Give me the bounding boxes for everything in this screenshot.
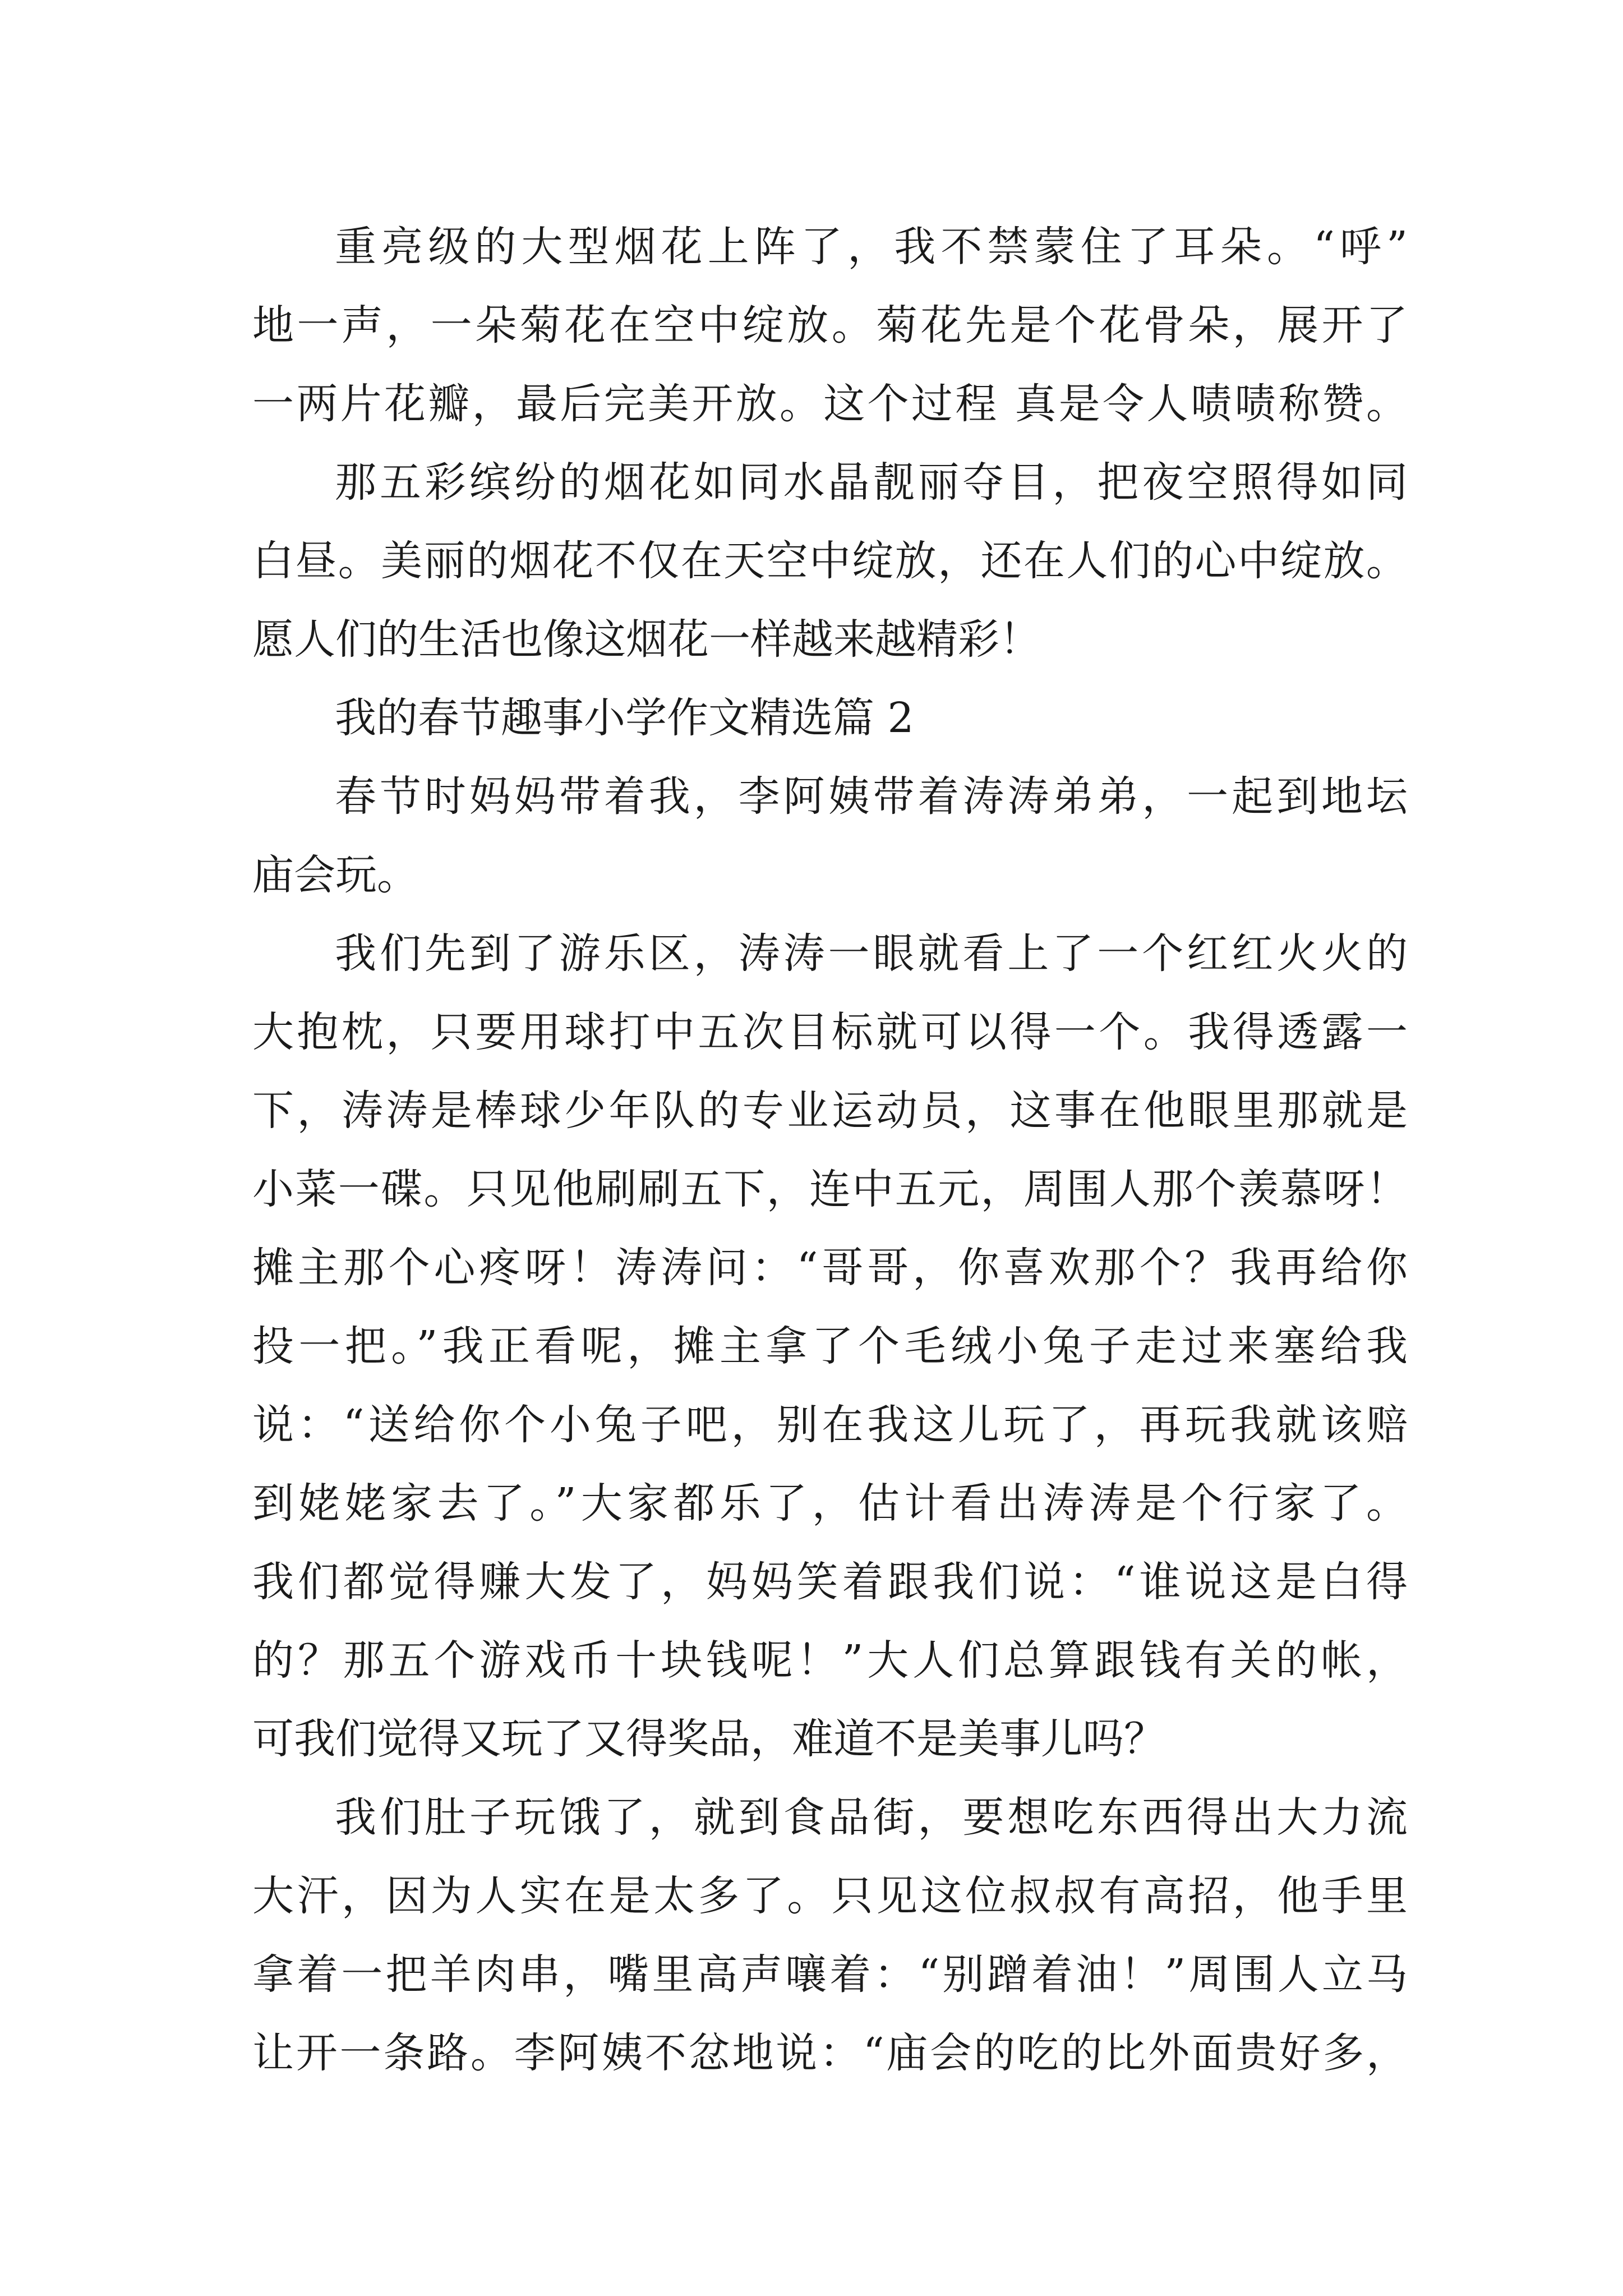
text-line: 我们先到了游乐区，涛涛一眼就看上了一个红红火火的 [335, 930, 1408, 978]
section-heading: 我的春节趣事小学作文精选篇 2 [335, 694, 914, 742]
text-line: 庙会玩。 [252, 851, 418, 899]
text-line: 拿着一把羊肉串，嘴里高声嚷着：“别蹭着油！”周围人立马 [252, 1950, 1408, 1999]
text-line: 我们肚子玩饿了，就到食品街，要想吃东西得出大力流 [335, 1793, 1408, 1842]
text-line: 摊主那个心疼呀！涛涛问：“哥哥，你喜欢那个？我再给你 [252, 1244, 1408, 1292]
text-line: 地一声，一朵菊花在空中绽放。菊花先是个花骨朵，展开了 [252, 301, 1408, 349]
text-line: 让开一条路。李阿姨不忿地说：“庙会的吃的比外面贵好多， [252, 2029, 1408, 2077]
text-line: 小菜一碟。只见他刷刷五下，连中五元，周围人那个羡慕呀！ [252, 1165, 1408, 1213]
text-line: 大抱枕，只要用球打中五次目标就可以得一个。我得透露一 [252, 1008, 1408, 1056]
text-line: 愿人们的生活也像这烟花一样越来越精彩！ [252, 615, 1041, 664]
text-line: 重亮级的大型烟花上阵了，我不禁蒙住了耳朵。“呼” [335, 223, 1408, 271]
text-line: 到姥姥家去了。”大家都乐了，估计看出涛涛是个行家了。 [252, 1479, 1408, 1527]
text-line: 春节时妈妈带着我，李阿姨带着涛涛弟弟，一起到地坛 [335, 772, 1408, 821]
text-line: 的？那五个游戏币十块钱呢！”大人们总算跟钱有关的帐， [252, 1636, 1408, 1685]
text-line: 我们都觉得赚大发了，妈妈笑着跟我们说：“谁说这是白得 [252, 1558, 1408, 1606]
text-line: 白昼。美丽的烟花不仅在天空中绽放，还在人们的心中绽放。 [252, 537, 1408, 585]
text-line: 可我们觉得又玩了又得奖品，难道不是美事儿吗？ [252, 1715, 1165, 1763]
text-line: 那五彩缤纷的烟花如同水晶靓丽夺目，把夜空照得如同 [335, 458, 1408, 507]
text-line: 大汗，因为人实在是太多了。只见这位叔叔有高招，他手里 [252, 1872, 1408, 1920]
text-line: 一两片花瓣，最后完美开放。这个过程 真是令人啧啧称赞。 [252, 380, 1408, 428]
text-line: 下，涛涛是棒球少年队的专业运动员，这事在他眼里那就是 [252, 1087, 1408, 1135]
text-line: 投一把。”我正看呢，摊主拿了个毛绒小兔子走过来塞给我 [252, 1322, 1408, 1370]
text-line: 说：“送给你个小兔子吧，别在我这儿玩了，再玩我就该赔 [252, 1401, 1408, 1449]
